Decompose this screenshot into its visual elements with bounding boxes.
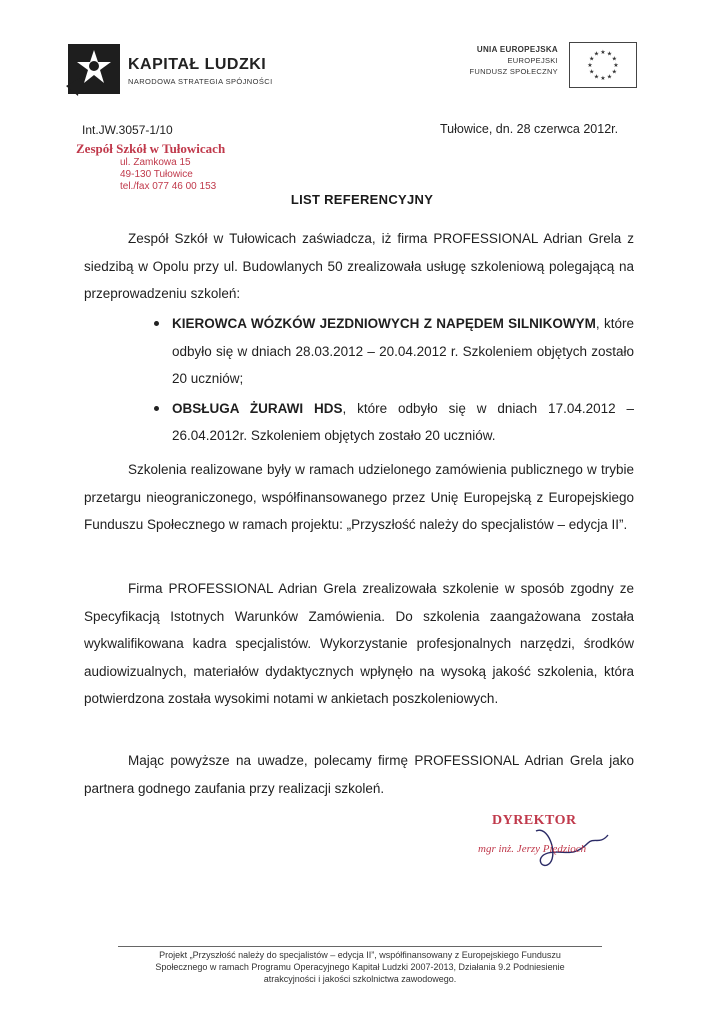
bullet-dot-icon: [154, 321, 159, 326]
footer-divider: [118, 946, 602, 947]
eu-star-icon: ★: [600, 76, 606, 82]
school-stamp: [76, 141, 225, 193]
eu-star-icon: ★: [587, 63, 593, 69]
reference-number: Int.JW.3057-1/10: [82, 123, 173, 137]
footer: [100, 949, 620, 985]
stamp-street: ul. Zamkowa 15: [120, 157, 191, 168]
brand-title: KAPITAŁ LUDZKI: [128, 56, 267, 73]
signature-name: mgr inż. Jerzy Piędzioch: [478, 843, 587, 855]
eu-star-icon: ★: [606, 51, 613, 58]
paragraph-3: Firma PROFESSIONAL Adrian Grela zrealizowała szkolenie w sposób zgodny ze Specyfikacją Istotnych Warunków Zamówienia. Do szkolenia zaangażowana została wykwalifikowana kadra specjalistów. Wykorzystanie profesjonalnych narzędzi, środków audiowizualnych, materiałów dydaktycznych wpłynęło na wysoką jakość szkolenia, która potwierdzona została wysokimi notami w ankietach poszkoleniowych.: [84, 581, 634, 706]
training-details: , które odbyło się w dniach 17.04.2012 – 26.04.2012r. Szkoleniem objętych zostało 20 uczniów.: [172, 400, 635, 443]
stamp-phone: tel./fax 077 46 00 153: [120, 181, 217, 192]
paragraph-intro: [84, 225, 634, 308]
brand-subtitle: NARODOWA STRATEGIA SPÓJNOŚCI: [128, 77, 273, 86]
list-item: [154, 310, 634, 393]
paragraph-recommendation: [84, 747, 634, 802]
paragraph-quality: [84, 575, 634, 713]
eu-star-icon: ★: [593, 74, 600, 81]
eu-star-icon: ★: [593, 51, 600, 58]
training-name: OBSŁUGA ŻURAWI HDS: [172, 400, 343, 416]
paragraph-4: Mając powyższe na uwadze, polecamy firmę PROFESSIONAL Adrian Grela jako partnera godnego zaufania przy realizacji szkoleń.: [84, 753, 634, 796]
eu-star-icon: ★: [611, 56, 617, 63]
paragraph-2: Szkolenia realizowane były w ramach udzielonego zamówienia publicznego w trybie przetargu nieograniczonego, współfinansowanego przez Unię Europejską z Europejskiego Funduszu Społecznego w ramach projektu: „Przyszłość należy do specjalistów – edycja II”.: [84, 462, 634, 532]
footer-line2: Społecznego w ramach Programu Operacyjnego Kapitał Ludzki 2007-2013, Działania 9.2 Podniesienie: [155, 962, 565, 972]
training-name: KIEROWCA WÓZKÓW JEZDNIOWYCH Z NAPĘDEM SILNIKOWYM: [172, 316, 596, 331]
list-item: [154, 395, 634, 450]
paragraph-1: Zespół Szkół w Tułowicach zaświadcza, iż firma PROFESSIONAL Adrian Grela z siedzibą w Opolu przy ul. Budowlanych 50 zrealizowała usługę szkoleniową polegającą na przeprowadzeniu szkoleń:: [84, 231, 634, 301]
eu-star-icon: ★: [589, 69, 595, 76]
training-details: , które odbyło się w dniach 28.03.2012 – 20.04.2012 r. Szkoleniem objętych zostało 20 uczniów;: [172, 316, 635, 386]
footer-line3: atrakcyjności i jakości szkolnictwa zawodowego.: [263, 974, 457, 984]
signature-block: [468, 805, 628, 875]
footer-line1: Projekt „Przyszłość należy do specjalistów – edycja II”, współfinansowany z Europejskiego Funduszu: [159, 950, 561, 960]
eu-label: [470, 44, 558, 77]
paragraph-funding: [84, 456, 634, 539]
kapital-ludzki-logo-icon: [62, 40, 126, 98]
eu-star-icon: ★: [613, 63, 619, 69]
document-title: LIST REFERENCYJNY: [290, 192, 434, 207]
stamp-postal: 49-130 Tułowice: [120, 169, 193, 180]
eu-flag-icon: [569, 42, 637, 88]
eu-fund-line2: FUNDUSZ SPOŁECZNY: [469, 67, 558, 76]
eu-star-icon: ★: [600, 50, 606, 56]
eu-star-icon: ★: [606, 74, 613, 81]
eu-star-icon: ★: [611, 69, 617, 76]
bullet-dot-icon: [154, 406, 159, 411]
signature-title: DYREKTOR: [492, 813, 577, 828]
eu-star-icon: ★: [589, 56, 595, 63]
eu-name: UNIA EUROPEJSKA: [476, 45, 558, 54]
eu-fund-line1: EUROPEJSKI: [507, 56, 558, 65]
stamp-title: Zespół Szkół w Tułowicach: [76, 141, 226, 156]
training-list: [154, 310, 634, 452]
date-line: Tułowice, dn. 28 czerwca 2012r.: [440, 122, 619, 136]
